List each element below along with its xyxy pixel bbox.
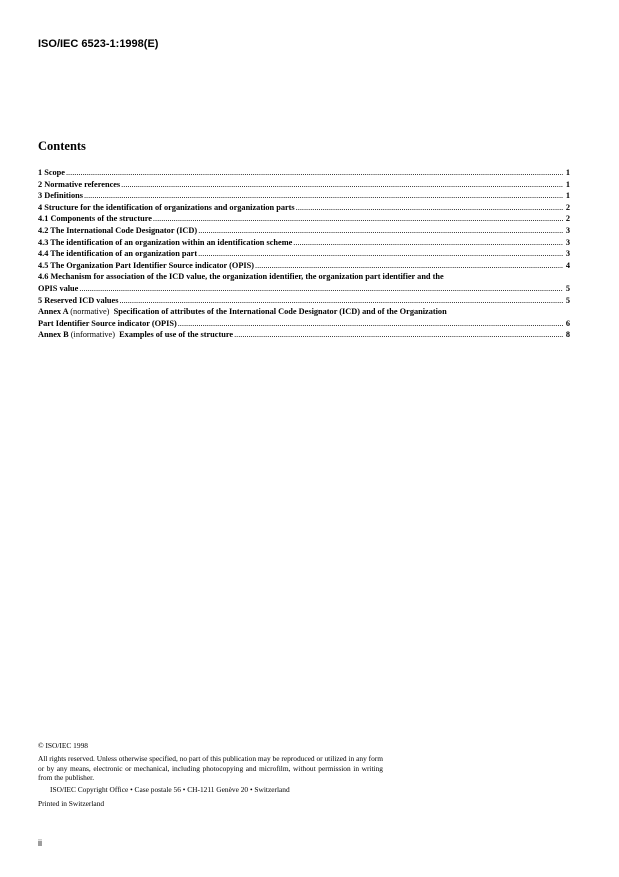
toc-label: 4 Structure for the identification of organizations and organization parts	[38, 202, 295, 212]
annex-type: (normative)	[70, 307, 110, 317]
dot-leader	[121, 179, 563, 191]
toc-entry-annex-b[interactable]	[38, 329, 570, 341]
toc-page-number: 2	[565, 214, 570, 224]
toc-entry-4-2[interactable]	[38, 225, 570, 237]
annex-prefix: Annex A	[38, 307, 69, 317]
toc-label: 1 Scope	[38, 168, 65, 177]
dot-leader	[66, 167, 563, 179]
annex-title: Specification of attributes of the International Code Designator (ICD) and of the Organization	[113, 307, 447, 317]
toc-page-number: 8	[565, 330, 570, 340]
dot-leader	[234, 329, 563, 341]
toc-label: 4.4 The identification of an organization part	[38, 249, 198, 259]
dot-leader	[178, 318, 563, 330]
page-number: ii	[38, 838, 42, 848]
toc-entry-scope[interactable]	[38, 167, 570, 179]
toc-entry-definitions[interactable]	[38, 190, 570, 202]
copyright-notice	[38, 741, 383, 809]
toc-label: 4.5 The Organization Part Identifier Source indicator (OPIS)	[38, 260, 255, 270]
toc-entry-annex-a[interactable]	[38, 306, 570, 329]
toc-label: 4.2 The International Code Designator (ICD)	[38, 225, 198, 235]
toc-label: 4.3 The identification of an organization within an identification scheme	[38, 237, 293, 247]
dot-leader	[153, 213, 563, 225]
toc-label-line-2: OPIS value	[38, 283, 79, 293]
contents-title: Contents	[38, 139, 86, 153]
toc-page-number: 2	[565, 202, 570, 212]
toc-label: 5 Reserved ICD values	[38, 295, 119, 305]
toc-entry-4-3[interactable]	[38, 237, 570, 249]
toc-label	[38, 329, 233, 341]
toc-page-number: 3	[565, 237, 570, 247]
toc-entry-structure[interactable]	[38, 202, 570, 214]
toc-label-line-1: 4.6 Mechanism for association of the ICD value, the organization identifier, the organization part identifier and the	[38, 272, 444, 282]
toc-entry-4-5[interactable]	[38, 260, 570, 272]
toc-entry-normative-references[interactable]	[38, 179, 570, 191]
copyright-office-address: ISO/IEC Copyright Office • Case postale 56 • CH-1211 Genève 20 • Switzerland	[50, 785, 290, 795]
toc-label: 2 Normative references	[38, 179, 121, 189]
toc-page-number: 1	[565, 168, 570, 177]
toc-page-number: 5	[565, 295, 570, 305]
toc-page-number: 1	[565, 179, 570, 189]
dot-leader	[119, 295, 563, 307]
toc-label: 4.1 Components of the structure	[38, 214, 152, 224]
annex-type: (informative)	[70, 330, 115, 340]
toc-label-line-1	[38, 306, 570, 318]
toc-page-number: 6	[565, 318, 570, 328]
dot-leader	[198, 225, 563, 237]
toc-entry-4-4[interactable]	[38, 248, 570, 260]
dot-leader	[293, 237, 563, 249]
printed-in: Printed in Switzerland	[38, 798, 105, 808]
toc-entry-reserved-icd-values[interactable]	[38, 295, 570, 307]
toc-entry-4-1[interactable]	[38, 213, 570, 225]
document-id-header: ISO/IEC 6523-1:1998(E)	[38, 38, 159, 50]
dot-leader	[198, 248, 563, 260]
copyright-line: © ISO/IEC 1998	[38, 741, 88, 750]
toc-label-line-2: Part Identifier Source indicator (OPIS)	[38, 318, 177, 328]
toc-page-number: 3	[565, 249, 570, 259]
toc-page-number: 3	[565, 225, 570, 235]
toc-entry-4-6[interactable]	[38, 271, 570, 294]
dot-leader	[84, 190, 563, 202]
dot-leader	[255, 260, 563, 272]
annex-title: Examples of use of the structure	[119, 330, 234, 340]
toc-page-number: 1	[565, 191, 570, 201]
annex-prefix: Annex B	[38, 330, 69, 340]
dot-leader	[296, 202, 563, 214]
toc-page-number: 5	[565, 283, 570, 293]
table-of-contents	[38, 167, 570, 341]
rights-statement: All rights reserved. Unless otherwise specified, no part of this publication may be reproduced or utilized in any form or by any means, electronic or mechanical, including photocopying and microfilm, without permission in writing from the publisher.	[38, 753, 383, 783]
toc-page-number: 4	[565, 260, 570, 270]
toc-label: 3 Definitions	[38, 191, 83, 201]
dot-leader	[79, 283, 563, 295]
